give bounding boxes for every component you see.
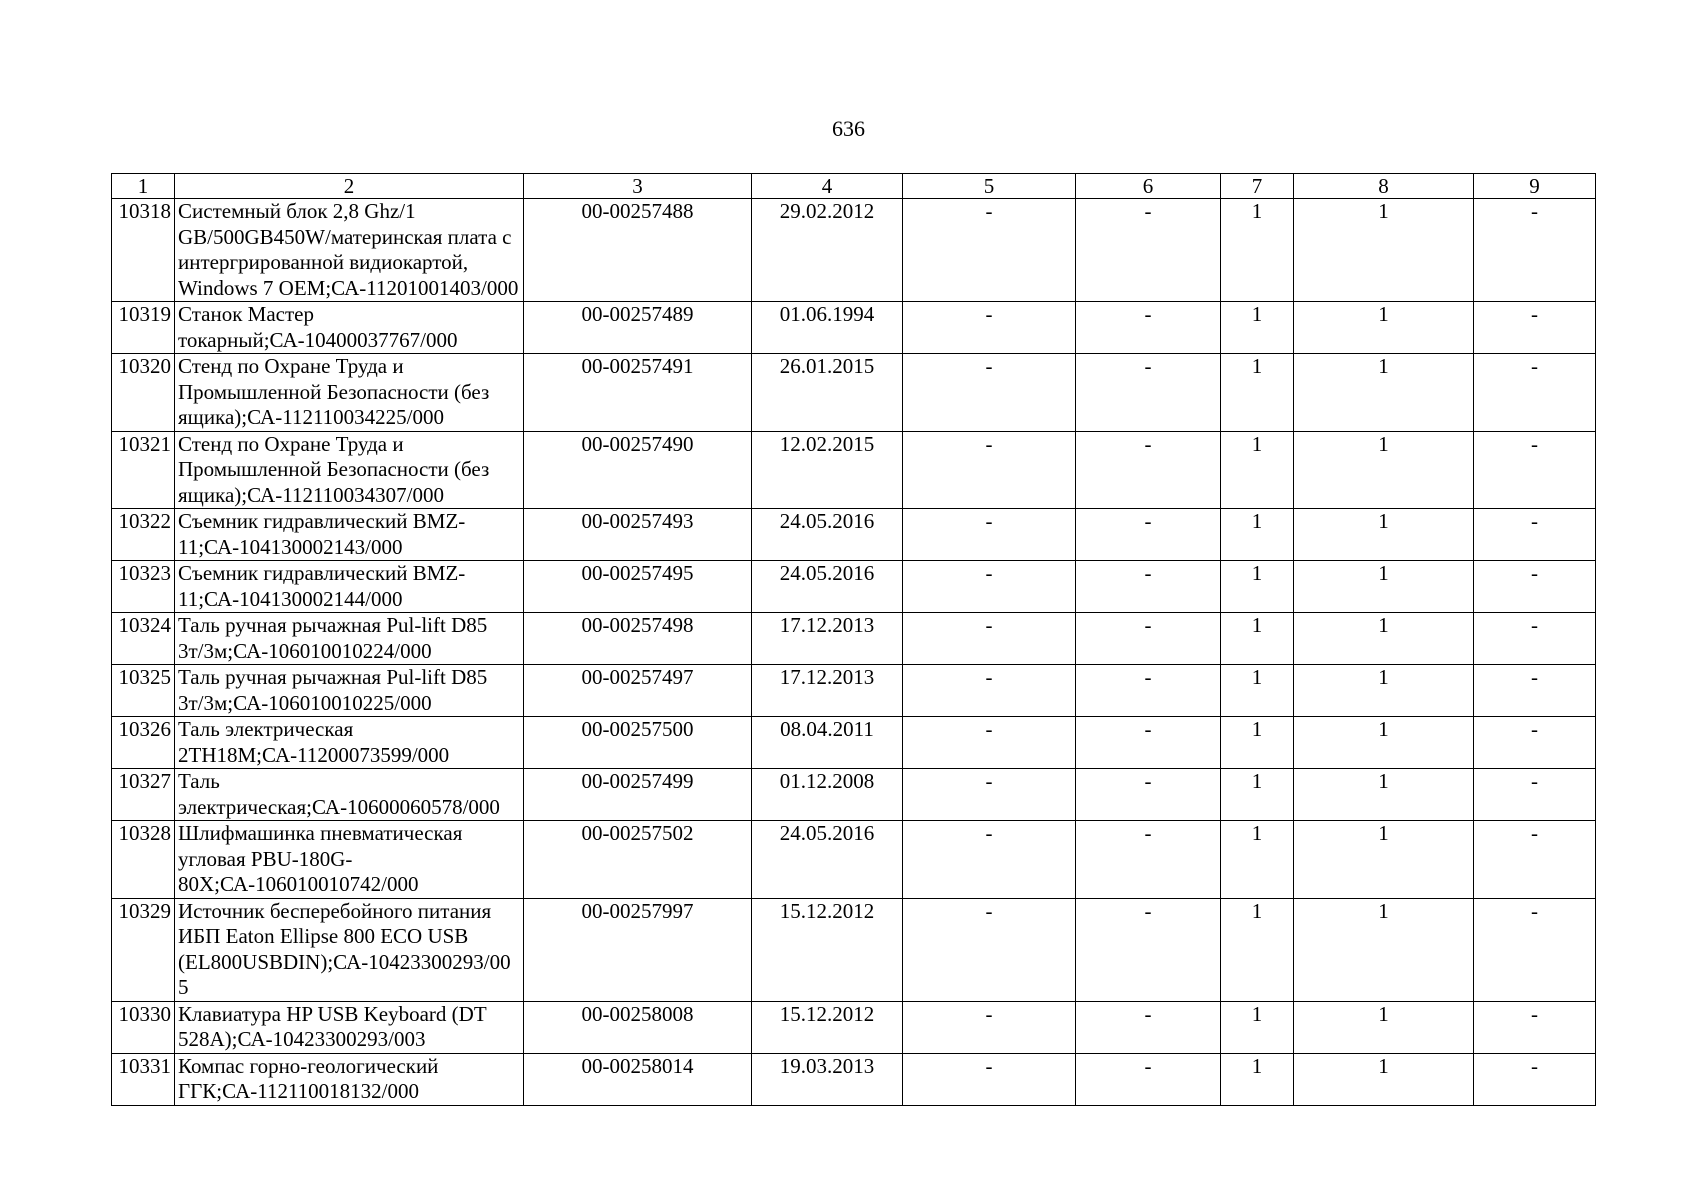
col-5-value: - [903, 199, 1076, 302]
inventory-number: 00-00257497 [524, 665, 752, 717]
inventory-number: 00-00257488 [524, 199, 752, 302]
date: 26.01.2015 [752, 354, 903, 432]
column-header: 3 [524, 174, 752, 199]
asset-name: Шлифмашинка пневматическая угловая PBU-180G-80X;СА-106010010742/000 [175, 821, 524, 899]
inventory-number: 00-00257997 [524, 898, 752, 1001]
col-7-value: 1 [1221, 665, 1294, 717]
col-5-value: - [903, 1001, 1076, 1053]
date: 17.12.2013 [752, 613, 903, 665]
row-number: 10326 [112, 717, 175, 769]
col-5-value: - [903, 302, 1076, 354]
col-5-value: - [903, 1053, 1076, 1105]
inventory-number: 00-00257491 [524, 354, 752, 432]
col-8-value: 1 [1294, 665, 1474, 717]
header-row [112, 174, 1596, 199]
inventory-number: 00-00257495 [524, 561, 752, 613]
col-9-value: - [1474, 665, 1596, 717]
row-number: 10330 [112, 1001, 175, 1053]
col-9-value: - [1474, 509, 1596, 561]
col-6-value: - [1076, 1053, 1221, 1105]
asset-name: Съемник гидравлический BMZ-11;СА-104130002143/000 [175, 509, 524, 561]
table-row [112, 561, 1596, 613]
col-9-value: - [1474, 431, 1596, 509]
table-row [112, 199, 1596, 302]
row-number: 10325 [112, 665, 175, 717]
asset-name: Съемник гидравлический BMZ-11;СА-104130002144/000 [175, 561, 524, 613]
date: 15.12.2012 [752, 1001, 903, 1053]
col-5-value: - [903, 665, 1076, 717]
inventory-number: 00-00257498 [524, 613, 752, 665]
row-number: 10322 [112, 509, 175, 561]
col-8-value: 1 [1294, 1053, 1474, 1105]
col-7-value: 1 [1221, 509, 1294, 561]
table-row [112, 769, 1596, 821]
page-number: 636 [832, 116, 865, 141]
inventory-number: 00-00257500 [524, 717, 752, 769]
table-row [112, 613, 1596, 665]
col-6-value: - [1076, 821, 1221, 899]
table-row [112, 821, 1596, 899]
col-8-value: 1 [1294, 613, 1474, 665]
col-9-value: - [1474, 898, 1596, 1001]
col-8-value: 1 [1294, 199, 1474, 302]
table-row [112, 898, 1596, 1001]
asset-name: Системный блок 2,8 Ghz/1 GB/500GB450W/материнская плата с интергрированной видиокартой, Windows 7 OEM;СА-11201001403/000 [175, 199, 524, 302]
col-7-value: 1 [1221, 561, 1294, 613]
col-6-value: - [1076, 561, 1221, 613]
inventory-number: 00-00257490 [524, 431, 752, 509]
col-6-value: - [1076, 354, 1221, 432]
date: 24.05.2016 [752, 821, 903, 899]
col-8-value: 1 [1294, 509, 1474, 561]
table-row [112, 431, 1596, 509]
col-7-value: 1 [1221, 302, 1294, 354]
table-row [112, 302, 1596, 354]
col-9-value: - [1474, 769, 1596, 821]
col-7-value: 1 [1221, 199, 1294, 302]
date: 08.04.2011 [752, 717, 903, 769]
row-number: 10327 [112, 769, 175, 821]
col-7-value: 1 [1221, 1001, 1294, 1053]
inventory-number: 00-00257493 [524, 509, 752, 561]
col-7-value: 1 [1221, 431, 1294, 509]
column-header: 2 [175, 174, 524, 199]
inventory-number: 00-00258014 [524, 1053, 752, 1105]
date: 24.05.2016 [752, 561, 903, 613]
table-row [112, 665, 1596, 717]
row-number: 10323 [112, 561, 175, 613]
asset-table [111, 173, 1596, 1106]
col-9-value: - [1474, 1053, 1596, 1105]
col-6-value: - [1076, 717, 1221, 769]
row-number: 10319 [112, 302, 175, 354]
col-7-value: 1 [1221, 1053, 1294, 1105]
date: 01.12.2008 [752, 769, 903, 821]
asset-name: Таль электрическая 2ТН18М;СА-11200073599/000 [175, 717, 524, 769]
column-header: 5 [903, 174, 1076, 199]
col-9-value: - [1474, 821, 1596, 899]
asset-name: Стенд по Охране Труда и Промышленной Безопасности (без ящика);СА-112110034307/000 [175, 431, 524, 509]
col-7-value: 1 [1221, 821, 1294, 899]
asset-name: Клавиатура HP USB Keyboard (DT 528A);СА-10423300293/003 [175, 1001, 524, 1053]
col-8-value: 1 [1294, 717, 1474, 769]
row-number: 10328 [112, 821, 175, 899]
col-6-value: - [1076, 431, 1221, 509]
date: 17.12.2013 [752, 665, 903, 717]
col-5-value: - [903, 613, 1076, 665]
row-number: 10324 [112, 613, 175, 665]
inventory-number: 00-00257502 [524, 821, 752, 899]
col-7-value: 1 [1221, 613, 1294, 665]
asset-name: Источник бесперебойного питания ИБП Eaton Ellipse 800 ECO USB (EL800USBDIN);СА-10423300293/005 [175, 898, 524, 1001]
inventory-number: 00-00258008 [524, 1001, 752, 1053]
col-9-value: - [1474, 717, 1596, 769]
col-5-value: - [903, 509, 1076, 561]
col-5-value: - [903, 431, 1076, 509]
table-row [112, 509, 1596, 561]
col-8-value: 1 [1294, 561, 1474, 613]
column-header: 1 [112, 174, 175, 199]
date: 01.06.1994 [752, 302, 903, 354]
table-row [112, 717, 1596, 769]
col-9-value: - [1474, 199, 1596, 302]
col-5-value: - [903, 898, 1076, 1001]
col-7-value: 1 [1221, 354, 1294, 432]
col-8-value: 1 [1294, 821, 1474, 899]
column-header: 8 [1294, 174, 1474, 199]
row-number: 10329 [112, 898, 175, 1001]
row-number: 10320 [112, 354, 175, 432]
column-header: 6 [1076, 174, 1221, 199]
date: 19.03.2013 [752, 1053, 903, 1105]
col-5-value: - [903, 561, 1076, 613]
col-9-value: - [1474, 354, 1596, 432]
column-header: 4 [752, 174, 903, 199]
date: 24.05.2016 [752, 509, 903, 561]
col-6-value: - [1076, 665, 1221, 717]
column-header: 7 [1221, 174, 1294, 199]
column-header: 9 [1474, 174, 1596, 199]
inventory-number: 00-00257489 [524, 302, 752, 354]
col-6-value: - [1076, 769, 1221, 821]
col-6-value: - [1076, 199, 1221, 302]
asset-name: Станок Мастер токарный;СА-10400037767/000 [175, 302, 524, 354]
inventory-number: 00-00257499 [524, 769, 752, 821]
col-9-value: - [1474, 613, 1596, 665]
table-row [112, 1001, 1596, 1053]
col-8-value: 1 [1294, 431, 1474, 509]
asset-name: Таль ручная рычажная Pul-lift D85 3т/3м;СА-106010010225/000 [175, 665, 524, 717]
asset-name: Компас горно-геологический ГГК;СА-112110018132/000 [175, 1053, 524, 1105]
col-6-value: - [1076, 898, 1221, 1001]
col-8-value: 1 [1294, 354, 1474, 432]
row-number: 10331 [112, 1053, 175, 1105]
col-6-value: - [1076, 1001, 1221, 1053]
col-6-value: - [1076, 613, 1221, 665]
col-9-value: - [1474, 1001, 1596, 1053]
date: 15.12.2012 [752, 898, 903, 1001]
col-5-value: - [903, 717, 1076, 769]
col-6-value: - [1076, 509, 1221, 561]
col-7-value: 1 [1221, 769, 1294, 821]
row-number: 10318 [112, 199, 175, 302]
col-6-value: - [1076, 302, 1221, 354]
date: 12.02.2015 [752, 431, 903, 509]
col-8-value: 1 [1294, 1001, 1474, 1053]
table-row [112, 1053, 1596, 1105]
col-5-value: - [903, 769, 1076, 821]
asset-table-body [112, 199, 1596, 1106]
asset-name: Стенд по Охране Труда и Промышленной Безопасности (без ящика);СА-112110034225/000 [175, 354, 524, 432]
col-8-value: 1 [1294, 302, 1474, 354]
col-5-value: - [903, 821, 1076, 899]
col-9-value: - [1474, 561, 1596, 613]
col-9-value: - [1474, 302, 1596, 354]
table-row [112, 354, 1596, 432]
asset-name: Таль ручная рычажная Pul-lift D85 3т/3м;СА-106010010224/000 [175, 613, 524, 665]
col-8-value: 1 [1294, 769, 1474, 821]
col-7-value: 1 [1221, 898, 1294, 1001]
date: 29.02.2012 [752, 199, 903, 302]
col-7-value: 1 [1221, 717, 1294, 769]
col-5-value: - [903, 354, 1076, 432]
asset-name: Таль электрическая;СА-10600060578/000 [175, 769, 524, 821]
row-number: 10321 [112, 431, 175, 509]
col-8-value: 1 [1294, 898, 1474, 1001]
